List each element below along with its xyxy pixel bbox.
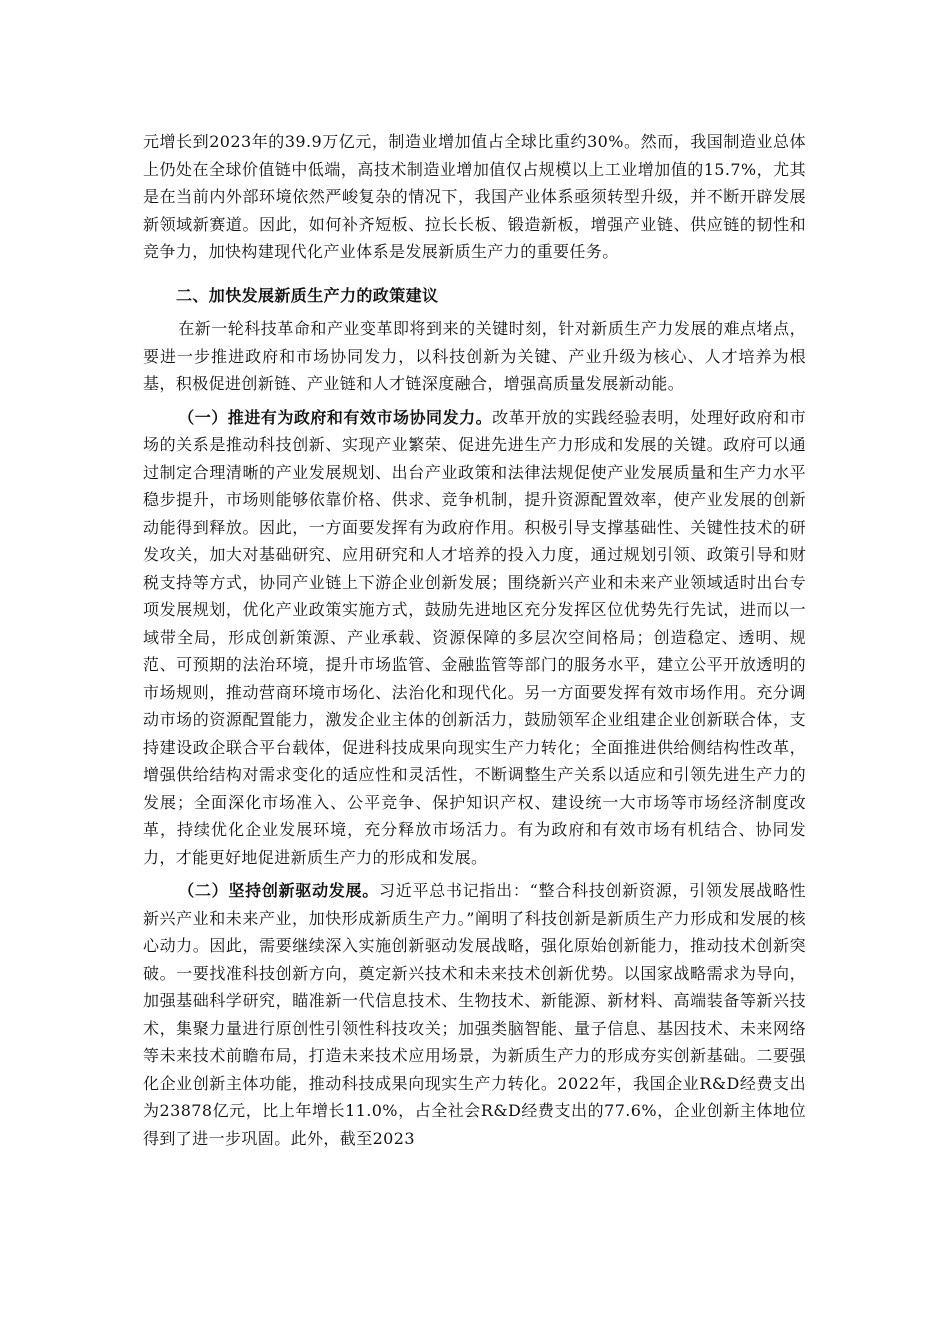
subheading-government-market: （一）推进有为政府和有效市场协同发力。	[178, 407, 493, 427]
paragraph-intro: 在新一轮科技革命和产业变革即将到来的关键时刻，针对新质生产力发展的难点堵点，要进一步推进政府和市场协同发力，以科技创新为关键、产业升级为核心、人才培养为根基，积极促进创新链、产业链和人才链深度融合，增强高质量发展新动能。	[143, 319, 806, 393]
body-government-market: 改革开放的实践经验表明，处理好政府和市场的关系是推动科技创新、实现产业繁荣、促进先进生产力形成和发展的关键。政府可以通过制定合理清晰的产业发展规划、出台产业政策和法律法规促使产业发展质量和生产力水平稳步提升，市场则能够依靠价格、供求、竞争机制，提升资源配置效率，使产业发展的创新动能得到释放。因此，一方面要发挥有为政府作用。积极引导支撑基础性、关键性技术的研发攻关，加大对基础研究、应用研究和人才培养的投入力度，通过规划引领、政策引导和财税支持等方式，协同产业链上下游企业创新发展；围绕新兴产业和未来产业领域适时出台专项发展规划，优化产业政策实施方式，鼓励先进地区充分发挥区位优势先行先试，进而以一域带全局，形成创新策源、产业承载、资源保障的多层次空间格局；创造稳定、透明、规范、可预期的法治环境，提升市场监管、金融监管等部门的服务水平，建立公平开放透明的市场规则，推动营商环境市场化、法治化和现代化。另一方面要发挥有效市场作用。充分调动市场的资源配置能力，激发企业主体的创新活力，鼓励领军企业组建企业创新联合体，支持建设政企联合平台载体，促进科技成果向现实生产力转化；全面推进供给侧结构性改革，增强供给结构对需求变化的适应性和灵活性，不断调整生产关系以适应和引领先进生产力的发展；全面深化市场准入、公平竞争、保护知识产权、建设统一大市场等市场经济制度改革，持续优化企业发展环境，充分释放市场活力。有为政府和有效市场有机结合、协同发力，才能更好地促进新质生产力的形成和发展。	[143, 407, 806, 867]
subheading-innovation: （二）坚持创新驱动发展。	[178, 881, 380, 900]
paragraph-innovation	[143, 877, 806, 1152]
paragraph-manufacturing: 元增长到2023年的39.9万亿元，制造业增加值占全球比重约30%。然而，我国制造业总体上仍处在全球价值链中低端，高技术制造业增加值仅占规模以上工业增加值的15.7%，尤其是在当前内外部环境依然严峻复杂的情况下，我国产业体系亟须转型升级，并不断开辟发展新领域新赛道。因此，如何补齐短板、拉长长板、锻造新板，增强产业链、供应链的韧性和竞争力，加快构建现代化产业体系是发展新质生产力的重要任务。	[143, 132, 806, 261]
paragraph-government-market	[143, 404, 806, 872]
section-heading: 二、加快发展新质生产力的政策建议	[176, 285, 439, 305]
document-page	[143, 128, 806, 1152]
body-innovation: 习近平总书记指出：“整合科技创新资源，引领发展战略性新兴产业和未来产业，加快形成新质生产力。”阐明了科技创新是新质生产力形成和发展的核心动力。因此，需要继续深入实施创新驱动发展战略，强化原始创新能力，推动技术创新突破。一要找准科技创新方向，奠定新兴技术和未来技术创新优势。以国家战略需求为导向，加强基础科学研究，瞄准新一代信息技术、生物技术、新能源、新材料、高端装备等新兴技术，集聚力量进行原创性引领性科技攻关；加强类脑智能、量子信息、基因技术、未来网络等未来技术前瞻布局，打造未来技术应用场景，为新质生产力的形成夯实创新基础。二要强化企业创新主体功能，推动科技成果向现实生产力转化。2022年，我国企业R&D经费支出为23878亿元，比上年增长11.0%，占全社会R&D经费支出的77.6%，企业创新主体地位得到了进一步巩固。此外，截至2023	[143, 881, 806, 1148]
